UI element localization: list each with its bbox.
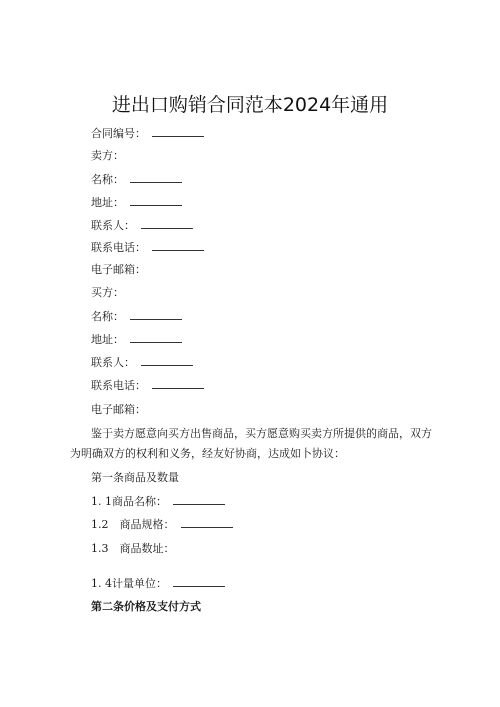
field-seller-address: 地址： bbox=[91, 195, 182, 210]
document-title: 进出口购销合同范本2024年通用 bbox=[111, 94, 389, 116]
field-seller-heading: 卖方： bbox=[91, 149, 124, 162]
section2-heading: 第二条价格及支付方式 bbox=[91, 600, 201, 613]
field-buyer-contact: 联系人： bbox=[91, 355, 193, 370]
field-buyer-email: 电子邮箱： bbox=[91, 403, 146, 416]
blank-line bbox=[141, 218, 193, 229]
blank-line bbox=[130, 172, 182, 183]
blank-line bbox=[181, 517, 233, 528]
field-buyer-heading: 买方： bbox=[91, 286, 124, 299]
intro-paragraph: 鉴于卖方愿意向买方出售商品，买方愿意购买卖方所提供的商品，双方为明确双方的权利和义务，经友好协商，达成如卜协议： bbox=[70, 427, 432, 460]
blank-line bbox=[152, 378, 204, 389]
section1-heading: 第一条商品及数量 bbox=[91, 471, 179, 484]
blank-line bbox=[130, 195, 182, 206]
blank-line bbox=[130, 309, 182, 320]
section1-item-quantity: 1.3 商品数址： bbox=[91, 542, 175, 555]
field-buyer-phone: 联系电话： bbox=[91, 378, 204, 393]
section1-item-unit: 1. 4计量单位： bbox=[91, 576, 225, 591]
section1-item-name: 1. 1商品名称： bbox=[91, 494, 225, 509]
field-seller-email: 电子邮箱： bbox=[91, 263, 146, 276]
blank-line bbox=[152, 126, 204, 137]
field-seller-contact: 联系人： bbox=[91, 218, 193, 233]
field-buyer-address: 地址： bbox=[91, 332, 182, 347]
blank-line bbox=[173, 576, 225, 587]
section1-item-spec: 1.2 商品规格： bbox=[91, 517, 233, 532]
field-contract-number: 合同编号： bbox=[91, 126, 204, 141]
blank-line bbox=[130, 332, 182, 343]
blank-line bbox=[141, 355, 193, 366]
blank-line bbox=[152, 240, 204, 251]
field-seller-name: 名称： bbox=[91, 172, 182, 187]
field-buyer-name: 名称： bbox=[91, 309, 182, 324]
field-seller-phone: 联系电话： bbox=[91, 240, 204, 255]
blank-line bbox=[173, 494, 225, 505]
